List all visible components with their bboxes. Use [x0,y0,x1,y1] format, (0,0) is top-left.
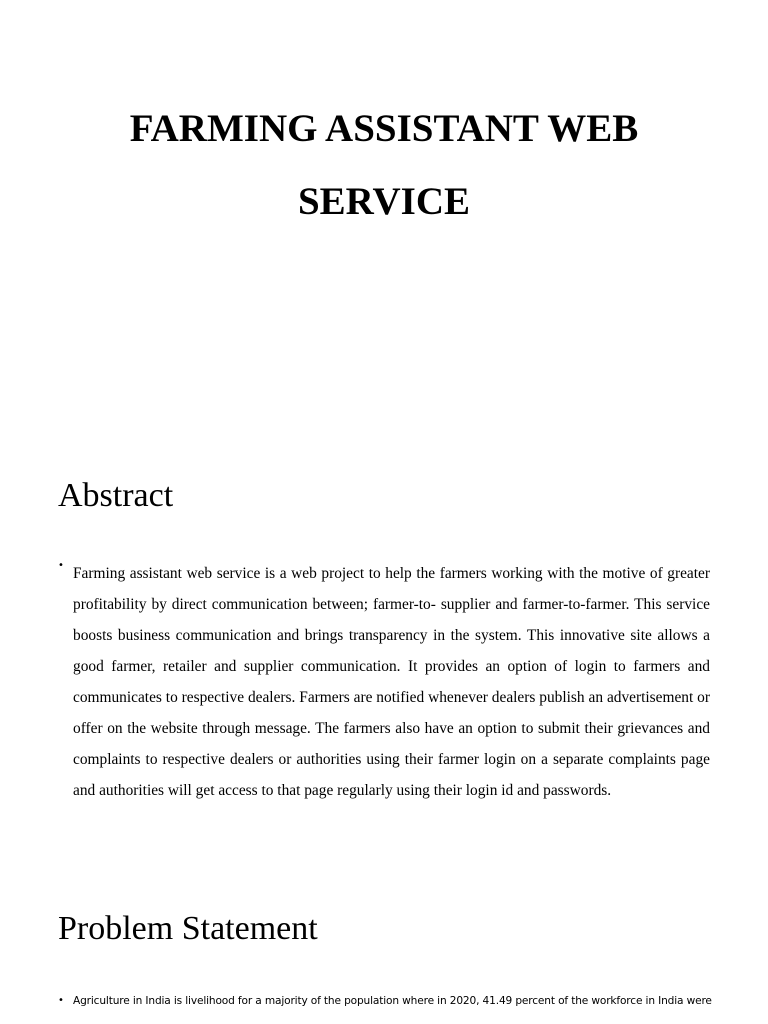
problem-statement-text: Agriculture in India is livelihood for a majority of the population where in 2020, 41.49 percent of the workforce in India were [73,995,712,1007]
abstract-bullet-item [58,558,710,806]
document-title-line-1: FARMING ASSISTANT WEB [129,107,639,150]
problem-statement-heading: Problem Statement [58,910,318,947]
document-title [0,92,768,238]
document-title-line-2: SERVICE [297,180,470,223]
abstract-heading: Abstract [58,477,174,514]
abstract-text: Farming assistant web service is a web project to help the farmers working with the motive of greater profitability by direct communication between; farmer-to- supplier and farmer-to-farmer. This service boosts business communication and brings transparency in the system. This innovative site allows a good farmer, retailer and supplier communication. It provides an option of login to farmers and communicates to respective dealers. Farmers are notified whenever dealers publish an advertisement or offer on the website through message. The farmers also have an option to submit their grievances and complaints to respective dealers or authorities using their farmer login on a separate complaints page and authorities will get access to that page regularly using their login id and passwords. [73,565,710,799]
bullet-icon: • [58,995,64,1006]
bullet-icon: • [58,560,64,571]
problem-statement-bullet-item [58,993,710,1009]
